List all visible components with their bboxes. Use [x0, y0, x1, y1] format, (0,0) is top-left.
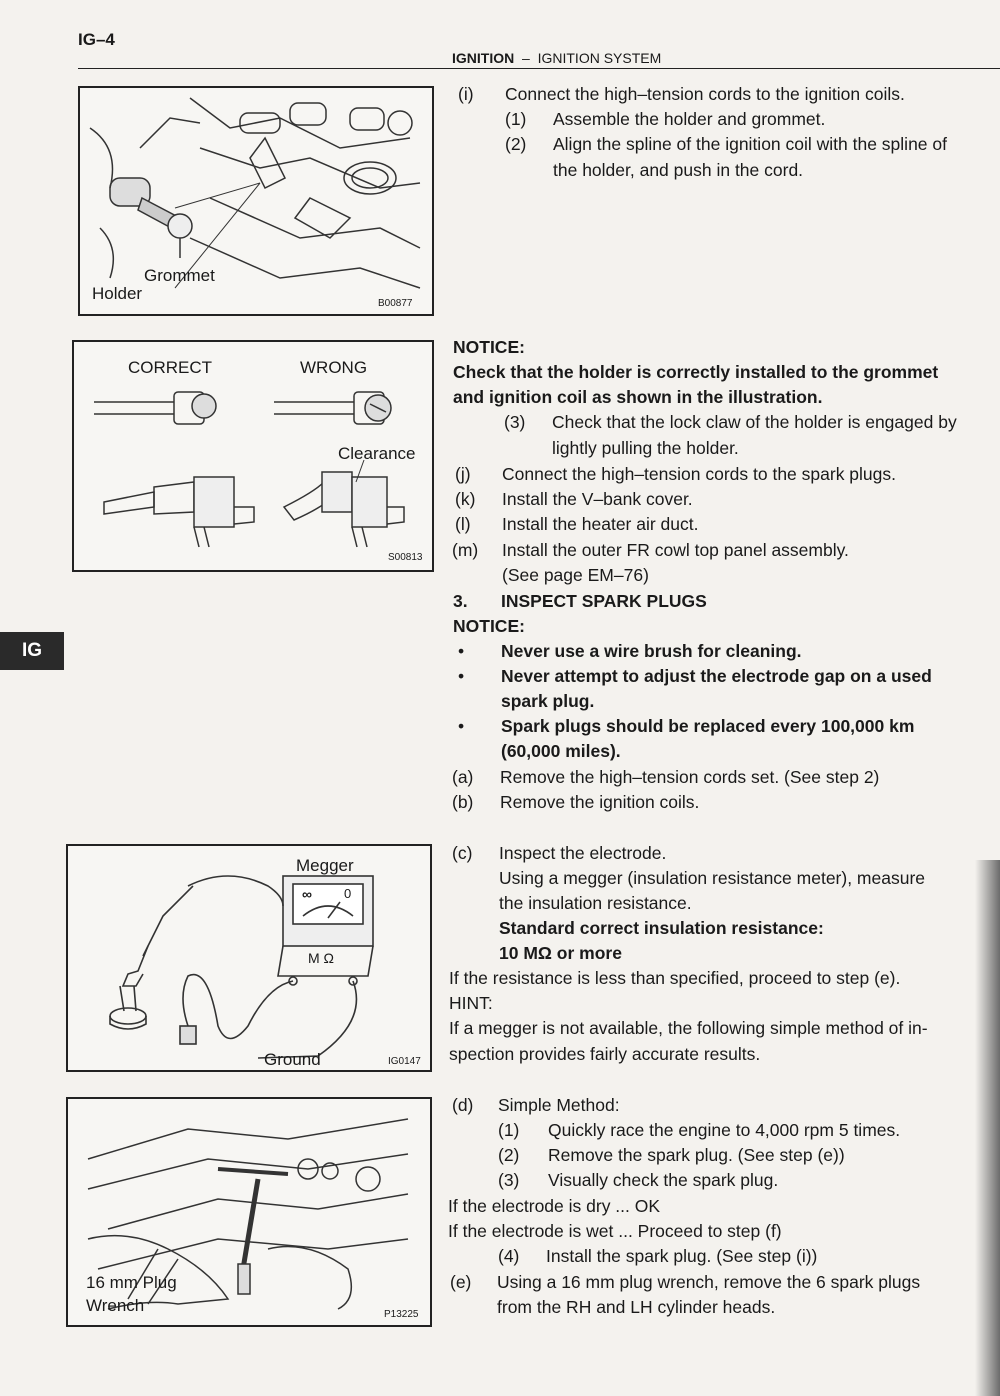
- item-d1-text: Quickly race the engine to 4,000 rpm 5 times.: [548, 1120, 901, 1140]
- grommet-label: Grommet: [144, 266, 215, 285]
- figure-correct-wrong: [72, 340, 434, 572]
- correct-label: CORRECT: [128, 358, 213, 377]
- item-d4-marker: (4): [498, 1246, 520, 1266]
- item-c-line1: Inspect the electrode.: [499, 843, 667, 863]
- notice1-line1: Check that the holder is correctly installed to the grommet: [453, 362, 939, 382]
- item-d3-marker: (3): [498, 1170, 520, 1190]
- bullet1-text: Never use a wire brush for cleaning.: [501, 641, 802, 661]
- infinity-symbol: ∞: [302, 886, 312, 902]
- item-i2-marker: (2): [505, 134, 527, 154]
- item-d-text: Simple Method:: [498, 1095, 620, 1115]
- item-l-marker: (l): [455, 514, 471, 534]
- item-i3-line2: lightly pulling the holder.: [552, 438, 739, 458]
- subsection-title: IGNITION SYSTEM: [537, 50, 662, 66]
- item-i3-marker: (3): [504, 412, 526, 432]
- header-separator: –: [522, 50, 530, 66]
- figure-code: S00813: [388, 552, 423, 563]
- page-edge-shadow: [975, 860, 1000, 1396]
- item-e-line1: Using a 16 mm plug wrench, remove the 6 spark plugs: [497, 1272, 921, 1292]
- megger-label: Megger: [296, 856, 354, 875]
- item-m-line2: (See page EM–76): [502, 565, 649, 585]
- item-j-text: Connect the high–tension cords to the spark plugs.: [502, 464, 896, 484]
- figure-code: B00877: [378, 298, 413, 309]
- step3-title: INSPECT SPARK PLUGS: [501, 591, 707, 611]
- notice1-line2: and ignition coil as shown in the illustration.: [453, 387, 823, 407]
- standard-value: 10 MΩ or more: [499, 943, 622, 963]
- item-e-line2: from the RH and LH cylinder heads.: [497, 1297, 776, 1317]
- item-b-text: Remove the ignition coils.: [500, 792, 700, 812]
- bullet2-line1: Never attempt to adjust the electrode gap on a used: [501, 666, 932, 686]
- item-m-marker: (m): [452, 540, 479, 560]
- item-j-marker: (j): [455, 464, 471, 484]
- item-d2-text: Remove the spark plug. (See step (e)): [548, 1145, 845, 1165]
- item-d4-text: Install the spark plug. (See step (i)): [546, 1246, 818, 1266]
- item-i2-line2: the holder, and push in the cord.: [553, 160, 804, 180]
- item-d3-text: Visually check the spark plug.: [548, 1170, 779, 1190]
- item-i2-line1: Align the spline of the ignition coil with the spline of: [553, 134, 947, 154]
- megger-illustration: [68, 846, 430, 1070]
- page-number: IG–4: [78, 30, 115, 49]
- figure-code: P13225: [384, 1309, 419, 1320]
- item-i1-marker: (1): [505, 109, 527, 129]
- item-i1-text: Assemble the holder and grommet.: [553, 109, 826, 129]
- standard-title: Standard correct insulation resistance:: [499, 918, 824, 938]
- item-c-line2: Using a megger (insulation resistance meter), measure: [499, 868, 926, 888]
- item-b-marker: (b): [452, 792, 474, 812]
- wrench-label-line1: 16 mm Plug: [86, 1273, 177, 1292]
- wrench-label-line2: Wrench: [86, 1296, 145, 1315]
- resistance-note: If the resistance is less than specified, proceed to step (e).: [449, 968, 901, 988]
- item-m-line1: Install the outer FR cowl top panel assembly.: [502, 540, 849, 560]
- holder-label: Holder: [92, 284, 143, 303]
- step3-number: 3.: [453, 591, 468, 611]
- item-c-marker: (c): [452, 843, 473, 863]
- figure-megger: [66, 844, 432, 1072]
- bullet3-line2: (60,000 miles).: [501, 741, 621, 761]
- running-header: [452, 50, 661, 66]
- item-k-text: Install the V–bank cover.: [502, 489, 693, 509]
- section-title: IGNITION: [452, 50, 515, 66]
- hint-line2: spection provides fairly accurate results.: [449, 1044, 761, 1064]
- bullet1-marker: •: [458, 641, 465, 661]
- bullet2-marker: •: [458, 666, 465, 686]
- wrong-label: WRONG: [300, 358, 368, 377]
- section-tab: IG: [0, 632, 64, 670]
- item-d1-marker: (1): [498, 1120, 520, 1140]
- engine-illustration-1: [80, 88, 432, 314]
- bullet3-line1: Spark plugs should be replaced every 100,000 km: [501, 716, 915, 736]
- item-e-marker: (e): [450, 1272, 472, 1292]
- bullet2-line2: spark plug.: [501, 691, 595, 711]
- clearance-label: Clearance: [338, 444, 416, 463]
- item-a-marker: (a): [452, 767, 474, 787]
- notice1-title: NOTICE:: [453, 337, 525, 357]
- item-k-marker: (k): [455, 489, 476, 509]
- zero-symbol: 0: [344, 886, 352, 901]
- item-i-marker: (i): [458, 84, 474, 104]
- figure-code: IG0147: [388, 1056, 421, 1067]
- item-i-text: Connect the high–tension cords to the ignition coils.: [505, 84, 905, 104]
- hint-line1: If a megger is not available, the following simple method of in-: [449, 1018, 928, 1038]
- item-c-line3: the insulation resistance.: [499, 893, 692, 913]
- figure-holder-grommet: [78, 86, 434, 316]
- hint-title: HINT:: [449, 993, 493, 1013]
- figure-plug-wrench: [66, 1097, 432, 1327]
- item-a-text: Remove the high–tension cords set. (See step 2): [500, 767, 880, 787]
- notice2-title: NOTICE:: [453, 616, 525, 636]
- megohm-symbol: M Ω: [308, 950, 335, 966]
- ground-label: Ground: [264, 1050, 321, 1069]
- bullet3-marker: •: [458, 716, 465, 736]
- item-d2-marker: (2): [498, 1145, 520, 1165]
- item-l-text: Install the heater air duct.: [502, 514, 699, 534]
- item-d-marker: (d): [452, 1095, 474, 1115]
- wet-result: If the electrode is wet ... Proceed to step (f): [448, 1221, 782, 1241]
- header-rule: [78, 68, 1000, 69]
- item-i3-line1: Check that the lock claw of the holder is engaged by: [552, 412, 957, 432]
- dry-result: If the electrode is dry ... OK: [448, 1196, 661, 1216]
